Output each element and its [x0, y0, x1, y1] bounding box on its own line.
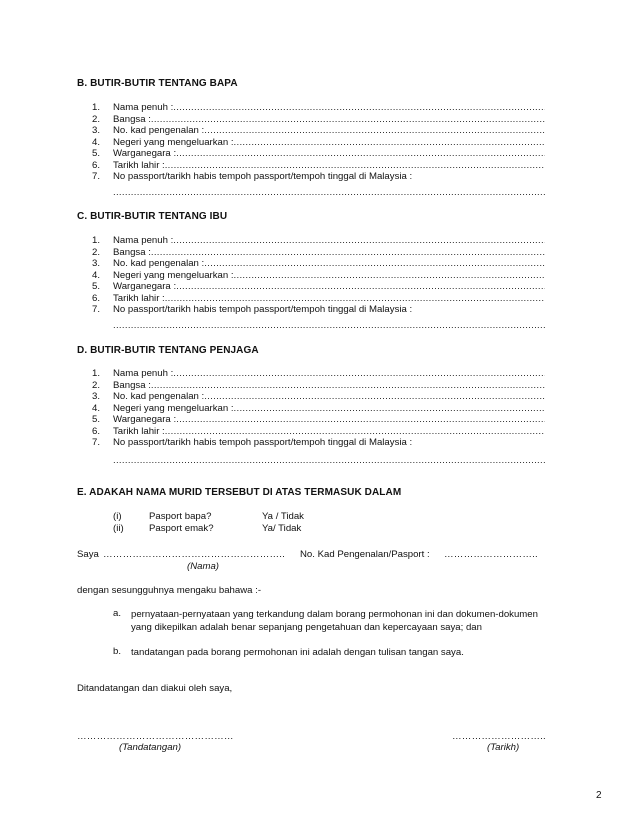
- field-number: 3.: [92, 391, 101, 402]
- field-input-line[interactable]: [113, 187, 545, 198]
- field-label: Negeri yang mengeluarkan :: [113, 136, 234, 148]
- signature-caption: (Tandatangan): [119, 742, 182, 753]
- field-input-line[interactable]: [204, 391, 545, 402]
- point-a-mark: a.: [113, 608, 122, 619]
- passport-father-answer[interactable]: Ya / Tidak: [262, 511, 304, 522]
- field-number: 1.: [92, 235, 101, 246]
- signature-field[interactable]: …………………………………………: [77, 731, 234, 742]
- field-label: No. kad pengenalan :: [113, 125, 205, 136]
- field-label: Negeri yang mengeluarkan :: [113, 269, 234, 281]
- field-input-line[interactable]: [176, 414, 545, 425]
- field-number: 2.: [92, 379, 101, 391]
- passport-input-line[interactable]: [113, 455, 545, 466]
- name-caption: (Nama): [187, 561, 219, 572]
- field-label: No passport/tarikh habis tempoh passport/tempoh tinggal di Malaysia :: [113, 171, 413, 182]
- section-d-title: D. BUTIR-BUTIR TENTANG PENJAGA: [77, 345, 259, 356]
- form-field-row: [113, 380, 545, 391]
- passport-mother-answer[interactable]: Ya/ Tidak: [262, 523, 302, 534]
- field-input-line[interactable]: [234, 137, 545, 148]
- field-label: Tarikh lahir :: [113, 159, 165, 171]
- field-number: 1.: [92, 368, 101, 379]
- form-field-row: [113, 102, 545, 113]
- field-input-line[interactable]: [204, 258, 545, 269]
- field-input-line[interactable]: [173, 102, 545, 113]
- point-b-text: tandatangan pada borang permohonan ini adalah dengan tulisan tangan saya.: [131, 647, 464, 658]
- field-label: Nama penuh :: [113, 102, 174, 113]
- form-field-row: [113, 368, 545, 379]
- field-number: 3.: [92, 125, 101, 136]
- form-field-row: [113, 391, 545, 402]
- field-input-line[interactable]: [234, 403, 545, 414]
- form-field-row: [113, 137, 545, 148]
- field-number: 2.: [92, 246, 101, 258]
- section-b-title: B. BUTIR-BUTIR TENTANG BAPA: [77, 78, 238, 89]
- point-b-mark: b.: [113, 646, 122, 657]
- field-number: 4.: [92, 402, 101, 414]
- field-input-line[interactable]: [113, 320, 545, 331]
- form-field-row: [113, 148, 545, 159]
- field-number: 6.: [92, 159, 101, 171]
- field-input-line[interactable]: [151, 247, 545, 258]
- field-label: Warganegara :: [113, 414, 177, 425]
- date-caption: (Tarikh): [487, 742, 520, 753]
- date-field[interactable]: ………………………..: [452, 731, 546, 742]
- passport-input-line[interactable]: [113, 320, 545, 331]
- name-field[interactable]: ………………………………………………..: [103, 549, 286, 560]
- field-number: 1.: [92, 102, 101, 113]
- saya-label: Saya: [77, 549, 99, 560]
- field-input-line[interactable]: [173, 235, 545, 246]
- field-input-line[interactable]: [151, 380, 545, 391]
- field-number: 4.: [92, 269, 101, 281]
- field-input-line[interactable]: [151, 114, 545, 125]
- form-field-row: [113, 235, 545, 246]
- passport-mother-label: Pasport emak?: [149, 523, 214, 534]
- field-label: No passport/tarikh habis tempoh passport/tempoh tinggal di Malaysia :: [113, 304, 413, 315]
- form-field-row: [113, 293, 545, 304]
- section-c-title: C. BUTIR-BUTIR TENTANG IBU: [77, 211, 228, 222]
- field-number: 2.: [92, 113, 101, 125]
- field-number: 6.: [92, 292, 101, 304]
- signed-statement: Ditandatangan dan diakui oleh saya,: [77, 683, 233, 694]
- field-label: Bangsa :: [113, 113, 151, 125]
- field-number: 5.: [92, 148, 101, 159]
- section-e-title: E. ADAKAH NAMA MURID TERSEBUT DI ATAS TERMASUK DALAM: [77, 487, 402, 498]
- form-field-row: [113, 125, 545, 136]
- form-field-row: [113, 258, 545, 269]
- field-input-line[interactable]: [176, 148, 545, 159]
- field-input-line[interactable]: [165, 160, 545, 171]
- passport-father-label: Pasport bapa?: [149, 511, 212, 522]
- field-input-line[interactable]: [176, 281, 545, 292]
- field-label: Warganegara :: [113, 148, 177, 159]
- field-number: 4.: [92, 136, 101, 148]
- field-label: No. kad pengenalan :: [113, 391, 205, 402]
- field-number: 5.: [92, 281, 101, 292]
- field-input-line[interactable]: [165, 293, 545, 304]
- field-label: Negeri yang mengeluarkan :: [113, 402, 234, 414]
- form-field-row: [113, 304, 545, 315]
- form-field-row: [113, 403, 545, 414]
- field-input-line[interactable]: [165, 426, 545, 437]
- ic-passport-field[interactable]: ………………………..: [444, 549, 538, 560]
- field-label: Bangsa :: [113, 379, 151, 391]
- page-number: 2: [596, 790, 602, 801]
- field-label: Bangsa :: [113, 246, 151, 258]
- field-label: Nama penuh :: [113, 368, 174, 379]
- form-field-row: [113, 437, 545, 448]
- ic-passport-label: No. Kad Pengenalan/Pasport :: [300, 549, 430, 560]
- field-label: Warganegara :: [113, 281, 177, 292]
- field-input-line[interactable]: [234, 270, 545, 281]
- form-field-row: [113, 414, 545, 425]
- form-field-row: [113, 247, 545, 258]
- field-input-line[interactable]: [173, 368, 545, 379]
- field-number: 3.: [92, 258, 101, 269]
- field-label: No. kad pengenalan :: [113, 258, 205, 269]
- form-field-row: [113, 426, 545, 437]
- field-label: Nama penuh :: [113, 235, 174, 246]
- field-label: Tarikh lahir :: [113, 292, 165, 304]
- field-label: Tarikh lahir :: [113, 425, 165, 437]
- field-number: 7.: [92, 437, 101, 448]
- passport-input-line[interactable]: [113, 187, 545, 198]
- passport-mother-num: (ii): [113, 523, 124, 534]
- field-input-line[interactable]: [113, 455, 545, 466]
- field-number: 5.: [92, 414, 101, 425]
- form-field-row: [113, 160, 545, 171]
- field-number: 7.: [92, 171, 101, 182]
- passport-father-num: (i): [113, 511, 122, 522]
- form-field-row: [113, 281, 545, 292]
- form-field-row: [113, 114, 545, 125]
- form-field-row: [113, 171, 545, 182]
- declaration-intro: dengan sesungguhnya mengaku bahawa :-: [77, 585, 262, 596]
- field-input-line[interactable]: [204, 125, 545, 136]
- field-label: No passport/tarikh habis tempoh passport/tempoh tinggal di Malaysia :: [113, 437, 413, 448]
- form-field-row: [113, 270, 545, 281]
- point-a-text: pernyataan-pernyataan yang terkandung dalam borang permohonan ini dan dokumen-dokumen yang dikepilkan adalah benar sepanjang pengetahuan dan kepercayaan saya; dan: [131, 609, 538, 633]
- field-number: 6.: [92, 425, 101, 437]
- field-number: 7.: [92, 304, 101, 315]
